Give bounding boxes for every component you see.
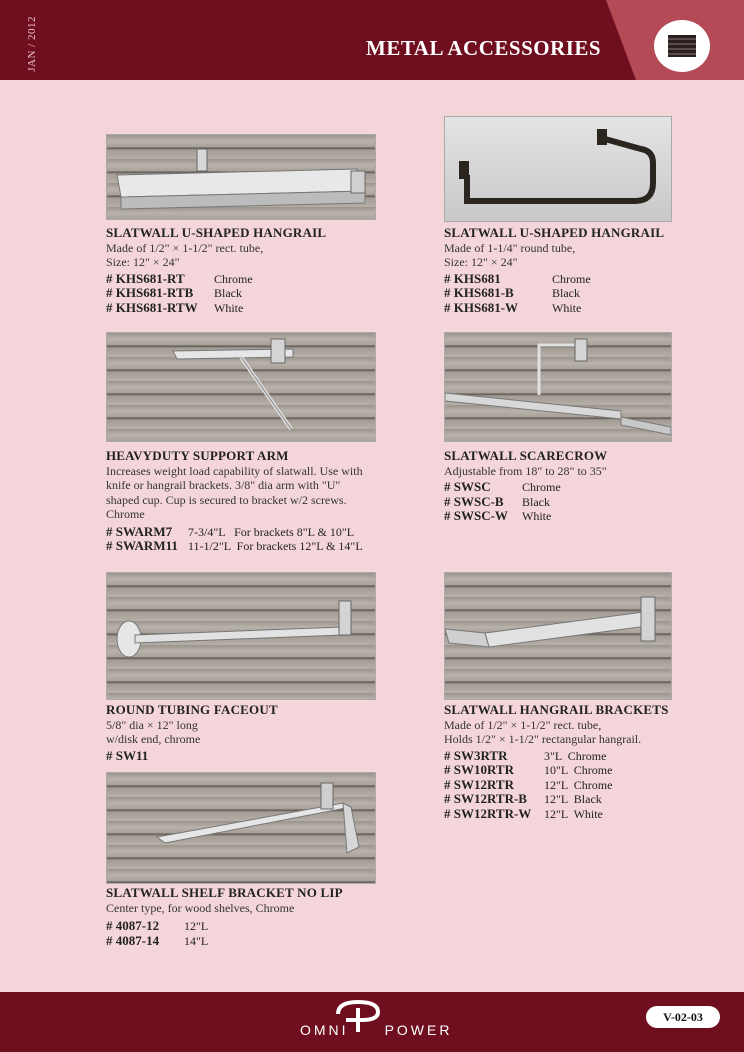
product-variant-info: Chrome	[552, 271, 591, 286]
product-code: # SWSC	[444, 479, 491, 494]
page-title: METAL ACCESSORIES	[366, 36, 602, 60]
product-photo-hangrail-brackets	[444, 572, 672, 700]
product-title: SLATWALL HANGRAIL BRACKETS	[444, 702, 669, 717]
product-variant-info: Black	[522, 494, 550, 509]
product-variant-info: White	[214, 300, 244, 315]
product-variant-info: White	[552, 300, 582, 315]
product-photo-shelf-bracket	[106, 772, 376, 884]
product-shelf-bracket	[106, 886, 396, 948]
brand-right: POWER	[384, 1022, 453, 1038]
product-title: SLATWALL SCARECROW	[444, 448, 608, 463]
product-u-hangrail-rect	[106, 226, 386, 315]
product-code: # SWSC-B	[444, 493, 504, 509]
product-hangrail-brackets	[444, 703, 734, 821]
scarecrow-illustration	[445, 333, 671, 441]
product-code: # KHS681-RTB	[106, 285, 194, 300]
brand-left: OMNI	[300, 1022, 349, 1038]
product-variant-info: 7-3/4"L For brackets 8"L & 10"L	[188, 524, 355, 539]
product-code: # KHS681-RT	[106, 270, 185, 286]
product-code: # SW3RTR	[444, 747, 508, 763]
product-desc: shaped cup. Cup is secured to bracket w/2 screws.	[106, 492, 347, 507]
product-desc: Made of 1-1/4" round tube,	[444, 240, 576, 255]
product-variant-info: Black	[214, 286, 242, 300]
product-code: # SWARM7	[106, 523, 173, 539]
product-variant-info: 12"L White	[544, 806, 603, 821]
issue-date: JAN / 2012	[26, 16, 38, 72]
product-code: # SW10RTR	[444, 762, 514, 777]
product-variant-info: 14"L	[184, 933, 209, 948]
support-arm-illustration	[107, 333, 375, 441]
product-photo-support-arm	[106, 332, 376, 442]
product-variant-info: 3"L Chrome	[544, 748, 607, 763]
product-photo-u-hangrail-round	[444, 116, 672, 222]
product-variant-info: Chrome	[214, 271, 253, 286]
product-code: # KHS681-RTW	[106, 299, 198, 315]
product-faceout	[106, 703, 396, 763]
product-variant-info: Chrome	[522, 480, 561, 494]
product-title: HEAVYDUTY SUPPORT ARM	[106, 448, 289, 463]
product-code: # SWSC-W	[444, 508, 508, 523]
product-support-arm	[106, 449, 396, 554]
product-code: # SW12RTR-B	[444, 791, 527, 806]
product-scarecrow	[444, 449, 734, 524]
product-desc: w/disk end, chrome	[106, 732, 201, 746]
product-photo-scarecrow	[444, 332, 672, 442]
product-desc: Made of 1/2" × 1-1/2" rect. tube,	[444, 717, 602, 732]
faceout-illustration	[107, 573, 375, 699]
product-title: SLATWALL U-SHAPED HANGRAIL	[444, 225, 665, 240]
product-desc: 5/8" dia × 12" long	[106, 717, 198, 732]
product-desc: Adjustable from 18" to 28" to 35"	[444, 463, 607, 478]
product-code: # 4087-14	[106, 932, 160, 948]
product-code: # KHS681-B	[444, 285, 514, 300]
product-code: # SW12RTR	[444, 776, 514, 792]
brand-logo	[300, 1022, 452, 1038]
header-accent	[606, 0, 636, 80]
product-code: # SW11	[106, 747, 149, 763]
product-variant-info: 12"L	[184, 919, 209, 933]
product-photo-u-hangrail-rect	[106, 134, 376, 220]
product-desc: Increases weight load capability of slatwall. Use with	[106, 463, 363, 478]
hangrail-rect-illustration	[107, 135, 375, 219]
product-desc: Size: 12" × 24"	[444, 255, 518, 269]
shelf-bracket-illustration	[107, 773, 375, 883]
product-title: SLATWALL U-SHAPED HANGRAIL	[106, 225, 327, 240]
product-code: # KHS681-W	[444, 299, 519, 315]
product-variant-info: 11-1/2"L For brackets 12"L & 14"L	[188, 539, 363, 553]
product-code: # KHS681	[444, 270, 501, 286]
page-number: V-02-03	[646, 1006, 720, 1028]
product-code: # 4087-12	[106, 918, 160, 933]
product-u-hangrail-round	[444, 226, 734, 315]
product-photo-faceout	[106, 572, 376, 700]
product-variant-info: Black	[552, 286, 580, 300]
product-desc: Center type, for wood shelves, Chrome	[106, 900, 295, 915]
product-variant-info: 10"L Chrome	[544, 763, 613, 777]
product-desc: Holds 1/2" × 1-1/2" rectangular hangrail.	[444, 732, 642, 746]
product-code: # SW12RTR-W	[444, 805, 532, 821]
product-desc: Made of 1/2" × 1-1/2" rect. tube,	[106, 240, 264, 255]
product-desc: Size: 12" × 24"	[106, 255, 180, 269]
product-desc: Chrome	[106, 507, 145, 521]
product-title: SLATWALL SHELF BRACKET NO LIP	[106, 885, 343, 900]
page-header	[0, 0, 744, 80]
slatwall-icon	[654, 20, 710, 72]
product-title: ROUND TUBING FACEOUT	[106, 702, 278, 717]
product-code: # SWARM11	[106, 538, 178, 553]
hangrail-brackets-illustration	[445, 573, 671, 699]
product-desc: knife or hangrail brackets. 3/8" dia arm with "U"	[106, 478, 341, 492]
product-variant-info: 12"L Black	[544, 792, 602, 806]
product-variant-info: 12"L Chrome	[544, 777, 613, 792]
product-variant-info: White	[522, 509, 552, 523]
hangrail-round-illustration	[445, 117, 671, 221]
